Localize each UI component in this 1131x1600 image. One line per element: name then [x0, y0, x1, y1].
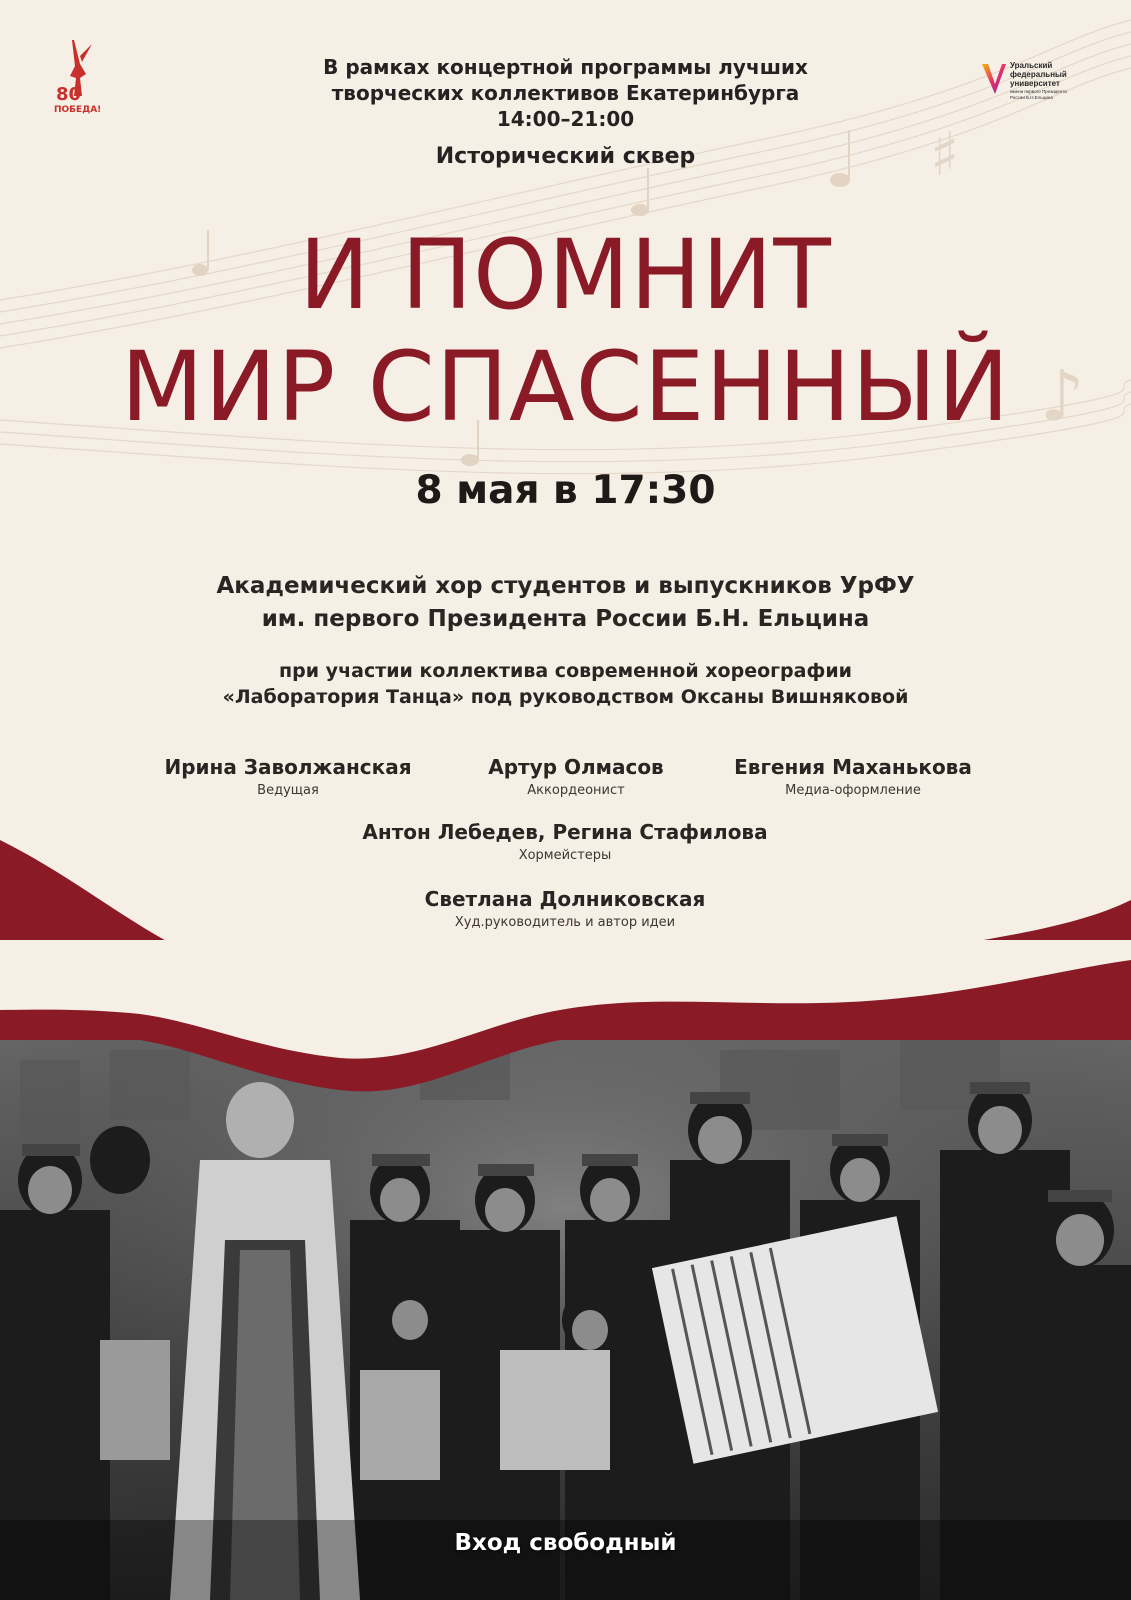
person-media: [698, 755, 1008, 798]
svg-text:♪: ♪: [1040, 355, 1085, 437]
person-host: [128, 755, 448, 798]
wave-edge: [0, 940, 1131, 1140]
urfu-line-3: университет: [1010, 79, 1060, 88]
person-role: Хормейстеры: [518, 848, 612, 863]
urfu-line-4: имени первого Президента: [1010, 89, 1067, 94]
person-role: Аккордеонист: [527, 783, 625, 798]
participation-line-2: «Лаборатория Танца» под руководством Оксаны Вишняковой: [222, 686, 909, 708]
person-name: Евгения Маханькова: [734, 755, 972, 779]
participation-info: [80, 658, 1051, 710]
victory-logo-number: 80: [56, 84, 82, 105]
urfu-logo-text: [1010, 61, 1067, 100]
person-name: Ирина Заволжанская: [164, 755, 412, 779]
header-line-2: творческих коллективов Екатеринбурга: [331, 81, 800, 105]
venue: Исторический сквер: [435, 144, 696, 169]
title-line-2: МИР СПАСЕННЫЙ: [120, 331, 1011, 443]
urfu-line-1: Уральский: [1010, 61, 1053, 70]
participation-line-1: при участии коллектива современной хореографии: [279, 660, 852, 682]
person-role: Ведущая: [257, 783, 319, 798]
urfu-line-2: федеральный: [1010, 70, 1067, 79]
event-date: 8 мая в 17:30: [415, 468, 716, 513]
choir-line-1: Академический хор студентов и выпускников УрФУ: [216, 573, 915, 599]
person-accordionist: [446, 755, 706, 798]
person-name: Светлана Долниковская: [424, 887, 706, 911]
title-line-1: И ПОМНИТ: [299, 219, 832, 331]
free-entry: Вход свободный: [454, 1530, 677, 1556]
header-time: 14:00–21:00: [496, 107, 635, 131]
person-role: Худ.руководитель и автор идеи: [454, 915, 676, 930]
header-line-1: В рамках концертной программы лучших: [323, 55, 808, 79]
choir-info: [80, 570, 1051, 636]
choir-line-2: им. первого Президента России Б.Н. Ельцина: [261, 606, 870, 632]
victory-logo-word: ПОБЕДА!: [54, 105, 102, 115]
person-name: Артур Олмасов: [488, 755, 664, 779]
urfu-line-5: России Б.Н.Ельцина: [1010, 95, 1053, 100]
person-name: Антон Лебедев, Регина Стафилова: [362, 820, 768, 844]
program-header: [160, 54, 971, 132]
person-role: Медиа-оформление: [785, 783, 921, 798]
svg-text:♯: ♯: [930, 120, 960, 190]
